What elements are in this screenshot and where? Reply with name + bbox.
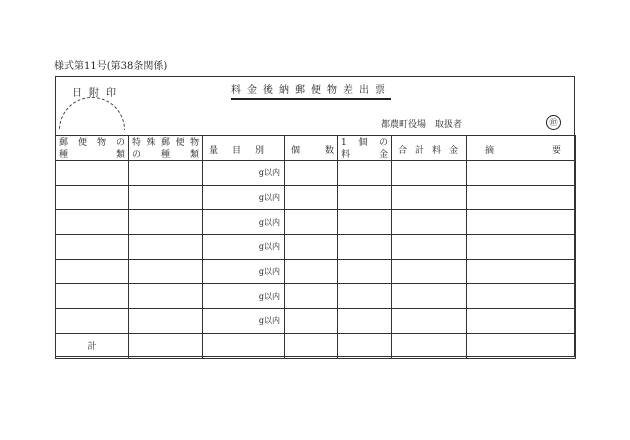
remarks-total-cell[interactable]	[467, 333, 576, 358]
postage-table	[55, 135, 576, 359]
mail-type-cell[interactable]	[56, 185, 129, 210]
mail-type-cell[interactable]	[56, 210, 129, 235]
col-total-price: 合計料金	[392, 136, 467, 161]
total-price-cell[interactable]	[392, 185, 467, 210]
table-row	[56, 185, 576, 210]
col-special-type: 特殊郵便物 の種類	[129, 136, 203, 161]
seal-icon: ㊞	[546, 115, 561, 130]
unit-price-cell[interactable]	[338, 284, 392, 309]
weight-unit-cell[interactable]: g以内	[203, 284, 285, 309]
date-stamp-label: 日附印	[72, 88, 123, 99]
remarks-cell[interactable]	[467, 309, 576, 334]
col-weight: 量目別	[203, 136, 285, 161]
unit-price-cell[interactable]	[338, 259, 392, 284]
count-cell[interactable]	[285, 185, 338, 210]
form-frame	[55, 76, 575, 357]
total-price-cell[interactable]	[392, 284, 467, 309]
weight-unit-cell[interactable]: g以内	[203, 235, 285, 260]
mail-type-cell[interactable]	[56, 259, 129, 284]
special-type-total-cell[interactable]	[129, 333, 203, 358]
count-cell[interactable]	[285, 309, 338, 334]
weight-unit-cell[interactable]: g以内	[203, 185, 285, 210]
count-total-cell[interactable]	[285, 333, 338, 358]
count-cell[interactable]	[285, 235, 338, 260]
special-type-cell[interactable]	[129, 284, 203, 309]
special-type-cell[interactable]	[129, 185, 203, 210]
weight-unit-cell[interactable]: g以内	[203, 210, 285, 235]
col-mail-type: 郵便物の 種類	[56, 136, 129, 161]
form-number: 様式第11号(第38条関係)	[54, 61, 168, 72]
total-price-total-cell[interactable]	[392, 333, 467, 358]
unit-price-cell[interactable]	[338, 210, 392, 235]
table-row	[56, 210, 576, 235]
unit-price-cell[interactable]	[338, 161, 392, 186]
special-type-cell[interactable]	[129, 309, 203, 334]
table-row	[56, 259, 576, 284]
special-type-cell[interactable]	[129, 259, 203, 284]
total-label: 計	[56, 333, 129, 358]
count-cell[interactable]	[285, 259, 338, 284]
unit-price-total-cell[interactable]	[338, 333, 392, 358]
remarks-cell[interactable]	[467, 210, 576, 235]
count-cell[interactable]	[285, 161, 338, 186]
total-price-cell[interactable]	[392, 161, 467, 186]
unit-price-cell[interactable]	[338, 309, 392, 334]
table-header-row	[56, 136, 576, 161]
office-handler-label: 都農町役場 取扱者	[381, 120, 463, 130]
table-row	[56, 235, 576, 260]
total-price-cell[interactable]	[392, 210, 467, 235]
total-price-cell[interactable]	[392, 309, 467, 334]
remarks-cell[interactable]	[467, 284, 576, 309]
weight-unit-cell[interactable]: g以内	[203, 309, 285, 334]
col-unit-price: 1個の 料金	[338, 136, 392, 161]
remarks-cell[interactable]	[467, 235, 576, 260]
weight-unit-cell[interactable]: g以内	[203, 161, 285, 186]
table-row	[56, 161, 576, 186]
unit-price-cell[interactable]	[338, 235, 392, 260]
special-type-cell[interactable]	[129, 235, 203, 260]
remarks-cell[interactable]	[467, 161, 576, 186]
form-title: 料金後納郵便物差出票	[231, 85, 391, 100]
mail-type-cell[interactable]	[56, 161, 129, 186]
mail-type-cell[interactable]	[56, 235, 129, 260]
count-cell[interactable]	[285, 210, 338, 235]
mail-type-cell[interactable]	[56, 284, 129, 309]
count-cell[interactable]	[285, 284, 338, 309]
special-type-cell[interactable]	[129, 210, 203, 235]
mail-type-cell[interactable]	[56, 309, 129, 334]
weight-total-cell[interactable]	[203, 333, 285, 358]
unit-price-cell[interactable]	[338, 185, 392, 210]
total-row	[56, 333, 576, 358]
table-row	[56, 284, 576, 309]
special-type-cell[interactable]	[129, 161, 203, 186]
table-row	[56, 309, 576, 334]
total-price-cell[interactable]	[392, 235, 467, 260]
col-remarks: 摘要	[467, 136, 576, 161]
form-header	[56, 77, 574, 135]
total-price-cell[interactable]	[392, 259, 467, 284]
weight-unit-cell[interactable]: g以内	[203, 259, 285, 284]
remarks-cell[interactable]	[467, 259, 576, 284]
remarks-cell[interactable]	[467, 185, 576, 210]
col-count: 個数	[285, 136, 338, 161]
